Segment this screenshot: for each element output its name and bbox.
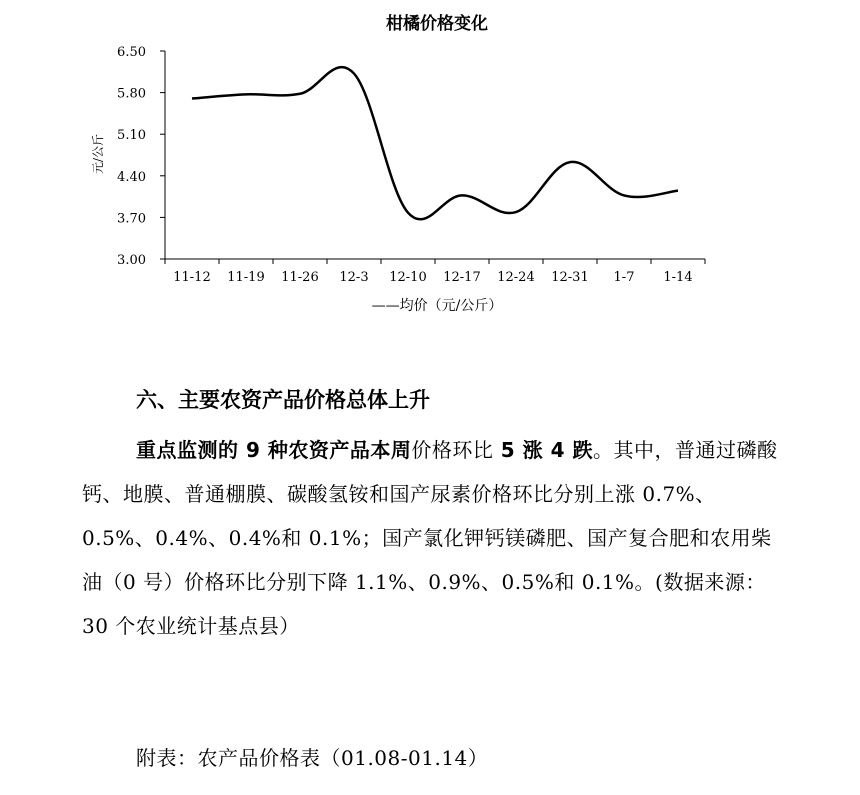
- x-tick-label: 12-31: [551, 270, 589, 285]
- citrus-price-chart: [0, 0, 860, 330]
- x-tick-label: 11-26: [281, 270, 319, 285]
- x-tick-label: 1-7: [613, 270, 635, 285]
- y-tick-label: 3.00: [117, 253, 146, 268]
- appendix-caption: 附表：农产品价格表（01.08-01.14）: [136, 746, 489, 770]
- y-tick-label: 6.50: [117, 45, 146, 60]
- x-tick-label: 11-12: [173, 270, 211, 285]
- series-line-avg-price: [192, 67, 678, 219]
- y-tick-label: 4.40: [117, 169, 146, 185]
- y-tick-label: 5.10: [117, 128, 146, 144]
- para-bold: 5 涨 4 跌: [493, 438, 594, 462]
- body-paragraph: [82, 428, 782, 648]
- x-tick-label: 12-17: [443, 270, 481, 285]
- y-tick-label: 5.80: [117, 86, 146, 102]
- y-axis-label: 元/公斤: [91, 133, 105, 175]
- para-mid: 价格环比: [411, 438, 494, 462]
- x-tick-label: 12-10: [389, 270, 427, 285]
- y-tick-label: 3.70: [117, 211, 146, 227]
- x-tick-label: 12-24: [497, 270, 535, 285]
- x-tick-label: 1-14: [663, 270, 693, 285]
- legend-label: ——均价（元/公斤）: [371, 298, 503, 314]
- x-tick-label: 12-3: [339, 270, 369, 285]
- para-rest: 。其中，普通过磷酸钙、地膜、普通棚膜、碳酸氢铵和国产尿素价格环比分别上涨 0.7%、0.5%、0.4%、0.4%和 0.1%；国产氯化钾钙镁磷肥、国产复合肥和农用柴油（0 号）价格环比分别下降 1.1%、0.9%、0.5%和 0.1%。(数据来源：30 个农业统计基点县）: [82, 438, 778, 638]
- section-heading: 六、主要农资产品价格总体上升: [136, 388, 430, 412]
- y-axis-ticks: [117, 45, 165, 268]
- x-tick-label: 11-19: [227, 270, 265, 285]
- para-lead: 重点监测的 9 种农资产品本周: [136, 438, 412, 462]
- chart-title: 柑橘价格变化: [386, 14, 488, 34]
- x-axis-ticks: [165, 259, 705, 285]
